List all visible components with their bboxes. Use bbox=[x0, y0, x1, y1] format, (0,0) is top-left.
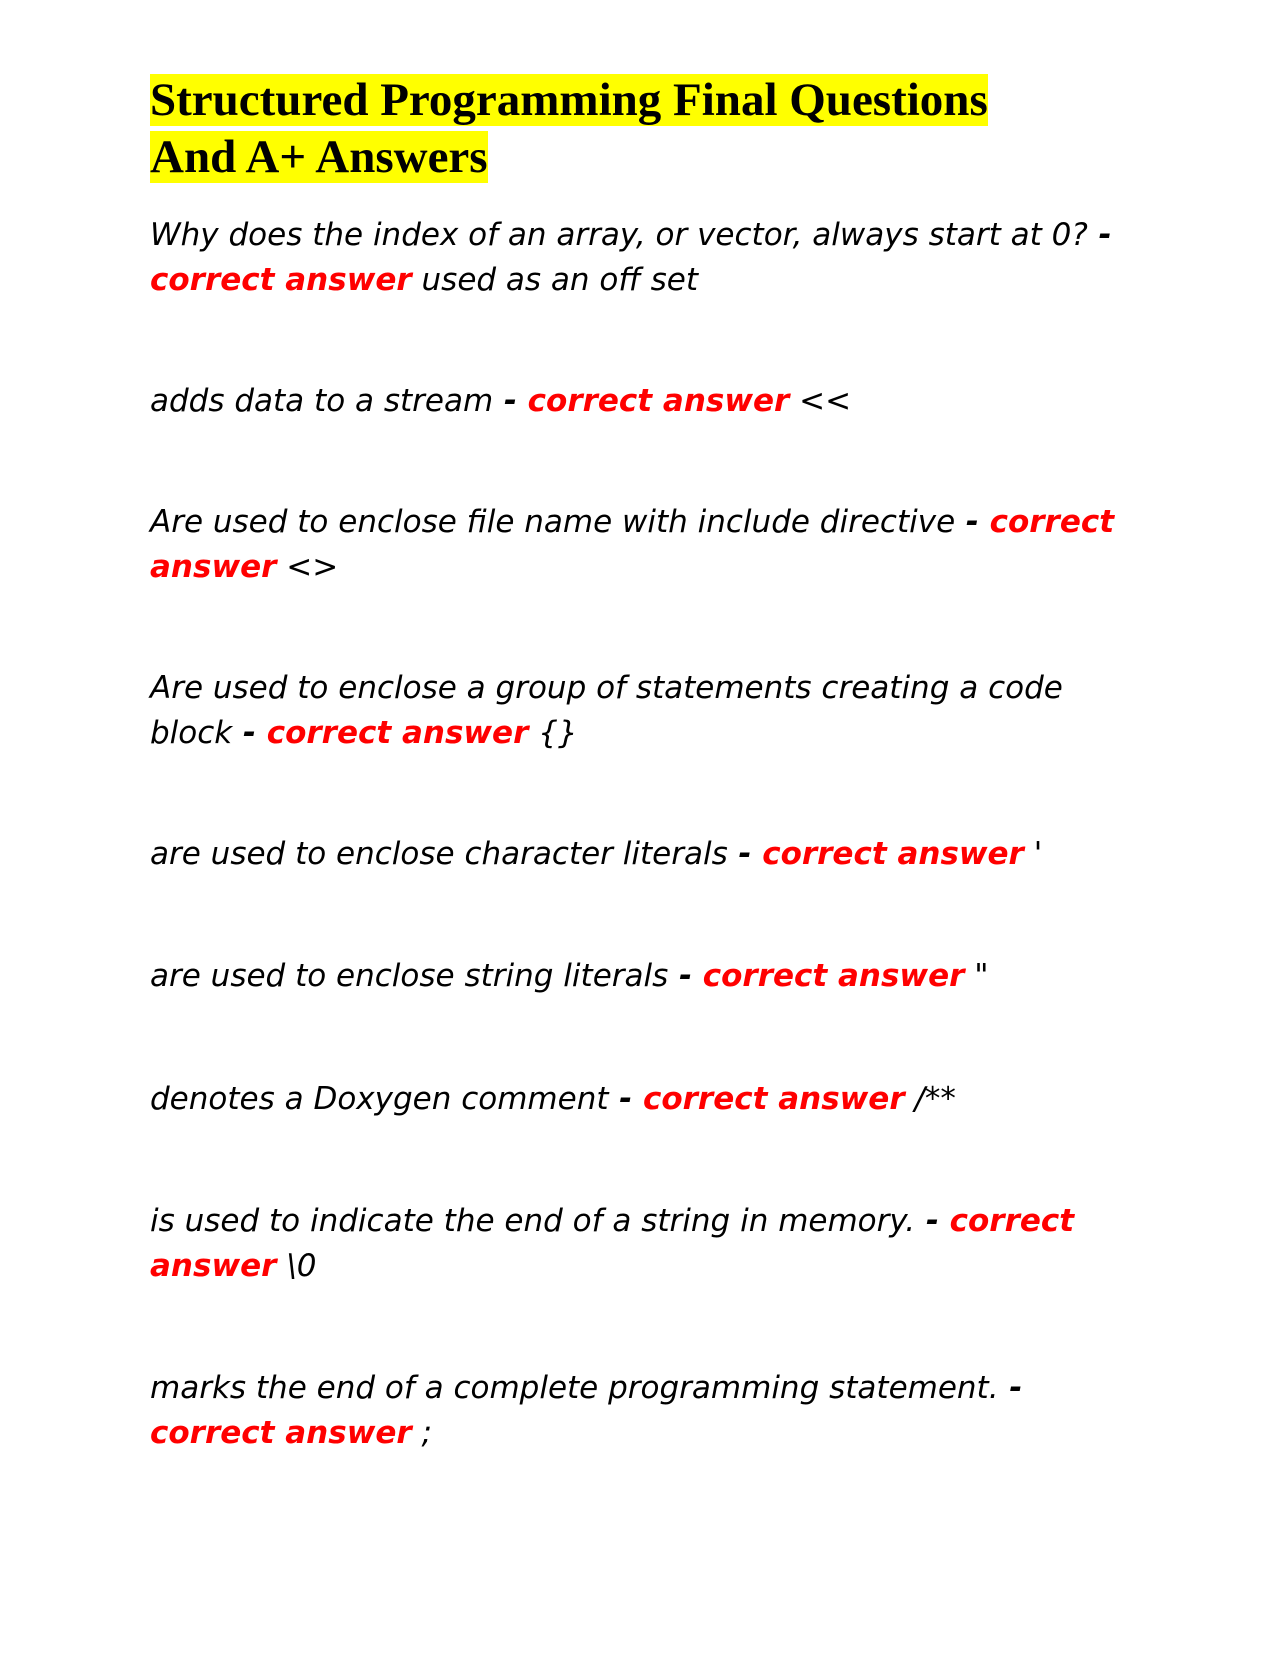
answer-marker: correct answer bbox=[150, 1415, 412, 1451]
qa-item-4 bbox=[150, 666, 1150, 756]
separator: - bbox=[232, 715, 267, 751]
answer-marker: correct answer bbox=[150, 262, 412, 298]
question-text: adds data to a stream bbox=[150, 383, 494, 419]
answer-text: /** bbox=[914, 1081, 956, 1117]
answer-text: << bbox=[799, 383, 852, 419]
separator: - bbox=[608, 1081, 643, 1117]
title-line-2: And A+ Answers bbox=[150, 131, 488, 183]
answer-text: \0 bbox=[286, 1248, 317, 1284]
qa-item-5 bbox=[150, 832, 1150, 877]
answer-marker: correct answer bbox=[702, 958, 965, 994]
separator: - bbox=[955, 504, 990, 540]
separator: - bbox=[998, 1370, 1023, 1406]
answer-marker: correct answer bbox=[527, 383, 790, 419]
qa-item-7 bbox=[150, 1077, 1150, 1122]
question-text: marks the end of a complete programming statement. bbox=[150, 1370, 999, 1406]
answer-text: ; bbox=[421, 1415, 432, 1451]
question-text: are used to enclose string literals bbox=[150, 958, 669, 994]
question-text: are used to enclose character literals bbox=[150, 836, 728, 872]
question-text: denotes a Doxygen comment bbox=[150, 1081, 609, 1117]
separator: - bbox=[668, 958, 703, 994]
answer-marker: correct answer bbox=[762, 836, 1024, 872]
separator: - bbox=[915, 1203, 950, 1239]
answer-marker: correct answer bbox=[150, 504, 1115, 585]
answer-text: ' bbox=[1033, 836, 1043, 872]
separator: - bbox=[493, 383, 528, 419]
answer-marker: correct answer bbox=[150, 1203, 1075, 1284]
answer-text: {} bbox=[538, 715, 578, 751]
qa-item-8 bbox=[150, 1199, 1150, 1289]
question-text: Why does the index of an array, or vector, always start at 0? bbox=[150, 217, 1088, 253]
answer-marker: correct answer bbox=[642, 1081, 905, 1117]
question-text: Are used to enclose file name with include directive bbox=[150, 504, 956, 540]
separator: - bbox=[1087, 217, 1112, 253]
separator: - bbox=[727, 836, 763, 872]
qa-item-2 bbox=[150, 379, 1150, 424]
qa-item-9 bbox=[150, 1366, 1150, 1456]
qa-item-3 bbox=[150, 500, 1150, 590]
qa-item-6 bbox=[150, 954, 1150, 999]
answer-text: used as an off set bbox=[421, 262, 698, 298]
page-title bbox=[150, 72, 1150, 186]
qa-item-1 bbox=[150, 213, 1150, 303]
document-page bbox=[150, 72, 1150, 186]
answer-text: " bbox=[974, 958, 989, 994]
answer-text: <> bbox=[286, 549, 339, 585]
question-text: Are used to enclose a group of statements creating a code block bbox=[150, 670, 1063, 751]
question-text: is used to indicate the end of a string in memory. bbox=[150, 1203, 916, 1239]
title-line-1: Structured Programming Final Questions bbox=[150, 74, 988, 126]
answer-marker: correct answer bbox=[266, 715, 529, 751]
